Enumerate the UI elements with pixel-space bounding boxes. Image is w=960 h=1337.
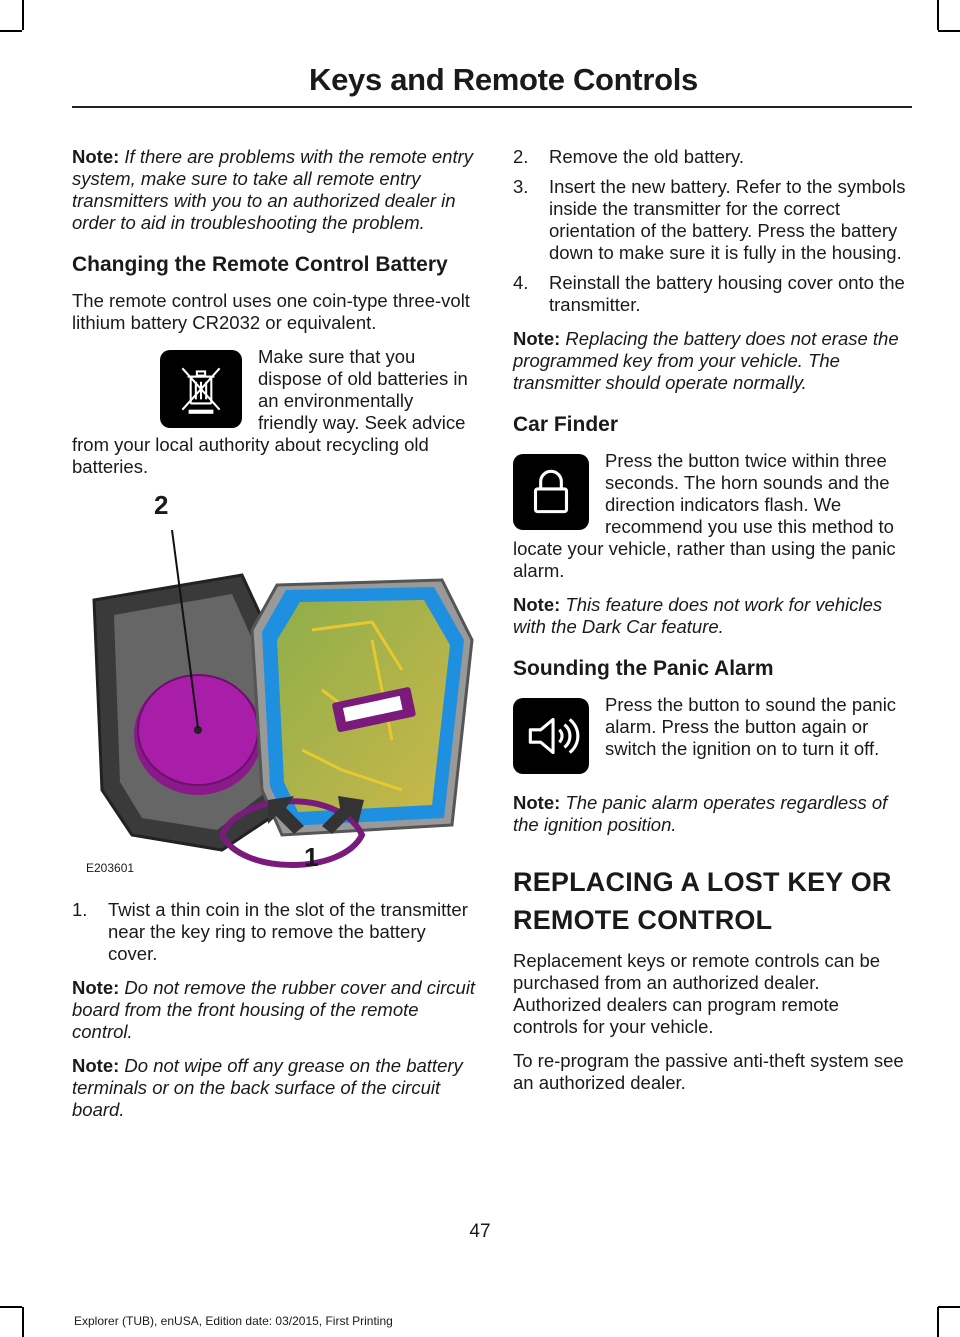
section-heading-line: REMOTE CONTROL [513,905,773,935]
note-text: Do not remove the rubber cover and circuit board from the front housing of the remote control. [72,977,476,1042]
note-dark-car [513,594,907,638]
reprogram-text: To re-program the passive anti-theft system see an authorized dealer. [513,1050,904,1093]
note-text: Do not wipe off any grease on the battery terminals or on the back surface of the circuit board. [72,1055,463,1120]
list-item [72,899,476,965]
note-panic-ignition [513,792,907,836]
step-number: 4. [513,272,529,293]
crop-mark [937,1307,939,1337]
padlock-icon [513,454,589,530]
note-text: Replacing the battery does not erase the programmed key from your vehicle. The transmitter should operate normally. [513,328,899,393]
steps-list [72,899,476,965]
recycle-text: Make sure that you dispose of old batteries in an environmentally friendly way. Seek advice from your local authority about recycling old batteries. [72,346,468,477]
crop-mark [938,1306,960,1308]
step-text: Reinstall the battery housing cover onto the transmitter. [549,272,905,315]
replace-text: Replacement keys or remote controls can be purchased from an authorized dealer. Authorized dealers can program remote controls for your vehicle. [513,950,881,1037]
callout-1: 1 [304,842,319,872]
step-number: 1. [72,899,88,920]
steps-list [513,146,907,316]
panic-block [513,694,907,780]
note-label: Note: [513,594,561,615]
note-rubber-cover [72,977,476,1043]
recycle-block [72,346,476,478]
heading-panic-alarm: Sounding the Panic Alarm [513,657,774,680]
crop-mark [22,0,24,30]
page-number: 47 [469,1221,491,1242]
step-text: Remove the old battery. [549,146,745,167]
note-label: Note: [513,792,561,813]
crop-mark [938,30,960,32]
step-number: 3. [513,176,529,197]
note-label: Note: [72,146,120,167]
car-finder-text: Press the button twice within three seconds. The horn sounds and the direction indicators flash. We recommend you use this method to locate your vehicle, rather than using the panic alarm. [513,450,896,581]
page-title: Keys and Remote Controls [309,62,698,97]
section-heading-replacing [513,866,907,936]
list-item [513,272,907,316]
note-replacing-battery [513,328,907,394]
crop-mark [0,30,22,32]
step-number: 2. [513,146,529,167]
header-divider [72,106,912,108]
list-item [513,146,907,168]
section-heading-line: REPLACING A LOST KEY OR [513,867,892,897]
remote-battery-illustration [72,490,476,885]
right-column [513,146,907,1106]
note-text: If there are problems with the remote entry system, make sure to take all remote entry transmitters with you to an authorized dealer in order to aid in troubleshooting the problem. [72,146,473,233]
list-item [513,176,907,264]
panic-text: Press the button to sound the panic alarm. Press the button again or switch the ignition on to turn it off. [605,694,897,759]
car-finder-block [513,450,907,582]
crossed-out-bin-icon [160,350,242,428]
note-remote-problems [72,146,476,234]
crop-mark [937,0,939,30]
battery-figure [72,490,476,885]
callout-2: 2 [154,490,169,520]
left-column [72,146,476,1133]
note-text: The panic alarm operates regardless of the ignition position. [513,792,888,835]
footer-edition: Explorer (TUB), enUSA, Edition date: 03/2015, First Printing [74,1314,393,1328]
battery-intro: The remote control uses one coin-type three-volt lithium battery CR2032 or equivalent. [72,290,470,333]
step-text: Twist a thin coin in the slot of the transmitter near the key ring to remove the battery cover. [108,899,468,964]
note-label: Note: [72,977,120,998]
crop-mark [0,1306,22,1308]
note-label: Note: [513,328,561,349]
crop-mark [22,1307,24,1337]
note-grease [72,1055,476,1121]
heading-changing-battery: Changing the Remote Control Battery [72,253,448,276]
heading-car-finder: Car Finder [513,413,619,436]
horn-speaker-icon [513,698,589,774]
figure-code: E203601 [86,861,135,875]
note-label: Note: [72,1055,120,1076]
note-text: This feature does not work for vehicles with the Dark Car feature. [513,594,883,637]
step-text: Insert the new battery. Refer to the symbols inside the transmitter for the correct orientation of the battery. Press the battery down to make sure it is fully in the housing. [549,176,906,263]
